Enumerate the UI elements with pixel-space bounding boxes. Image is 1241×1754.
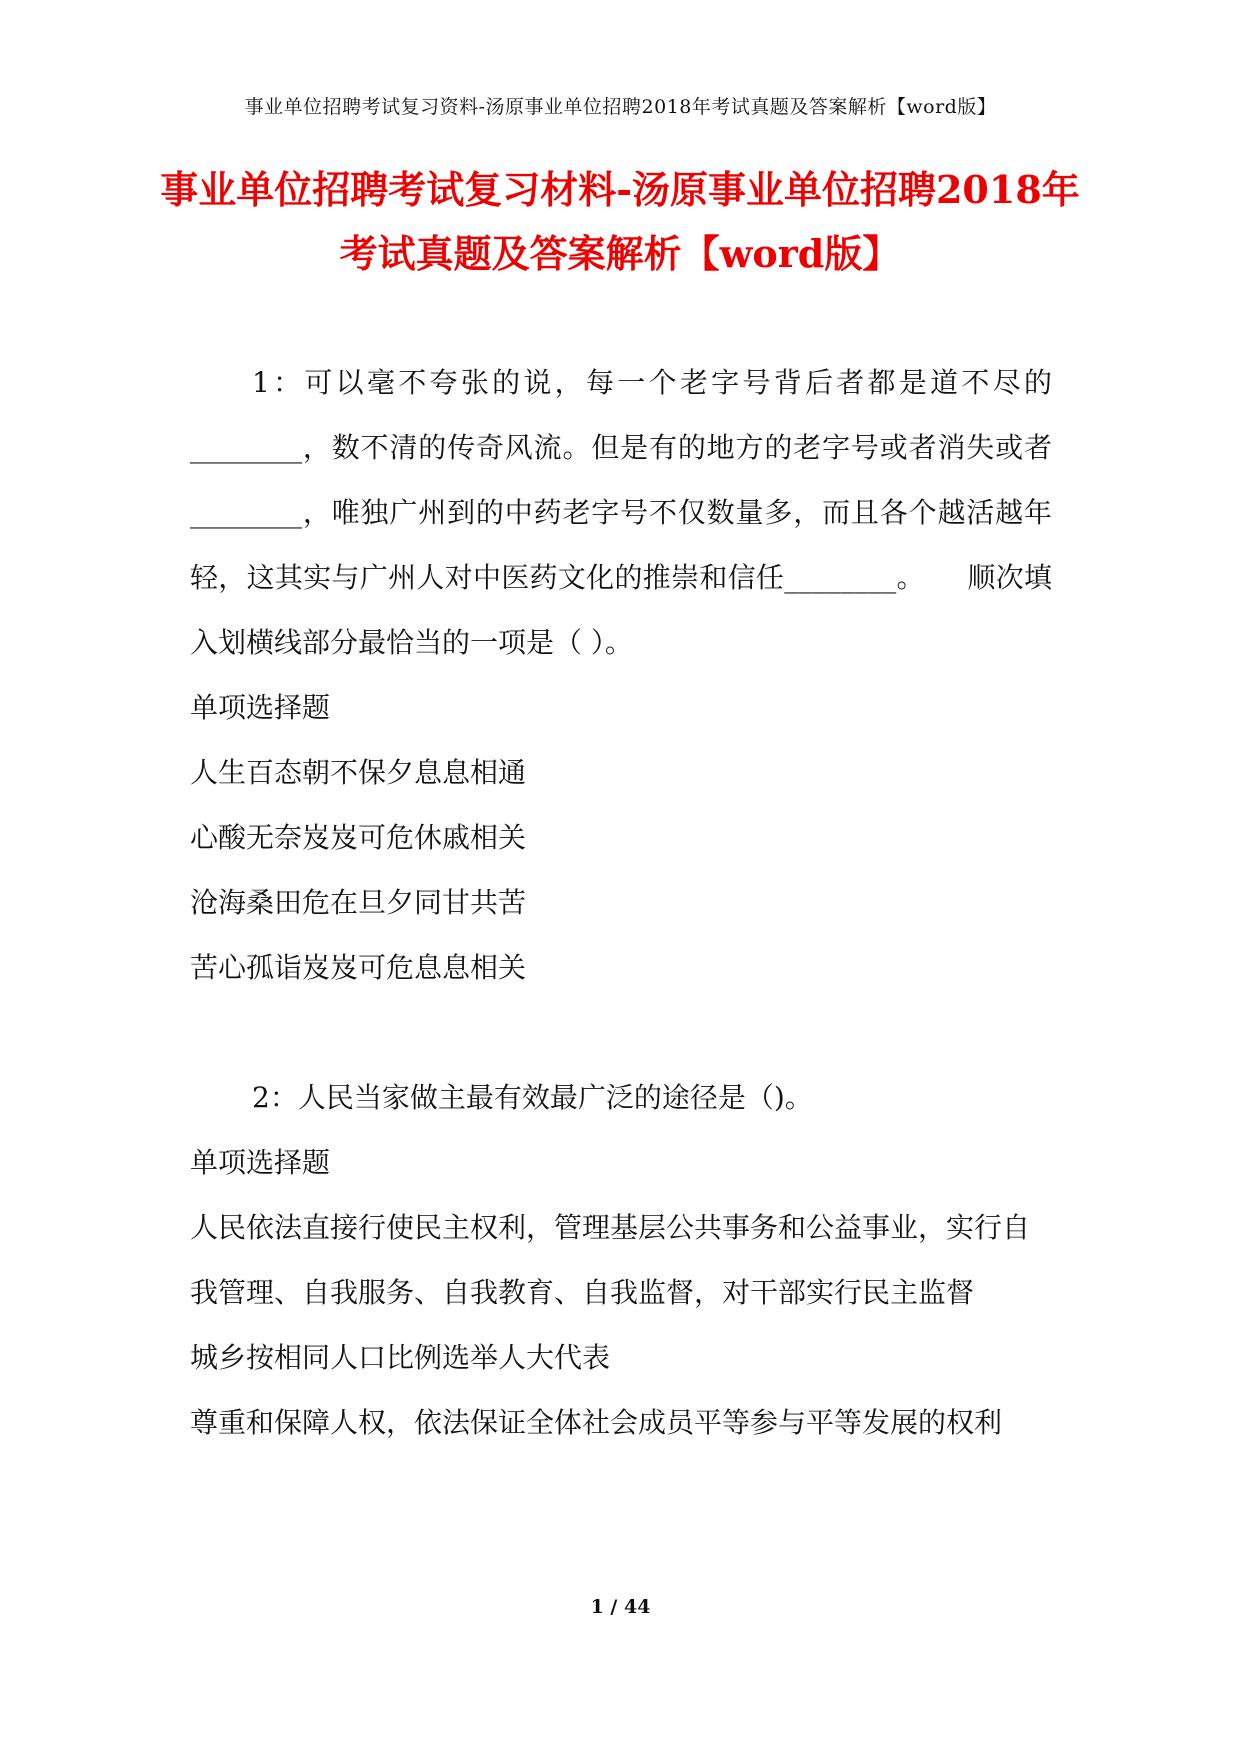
question-2 [190, 1065, 1052, 1455]
document-title: 事业单位招聘考试复习材料-汤原事业单位招聘2018年考试真题及答案解析【word版】 [160, 167, 1080, 276]
option-2: 城乡按相同人口比例选举人大代表 [190, 1341, 611, 1374]
option-3: 尊重和保障人权，依法保证全体社会成员平等参与平等发展的权利 [190, 1406, 1003, 1439]
page-header: 事业单位招聘考试复习资料-汤原事业单位招聘2018年考试真题及答案解析【word版】 [244, 96, 997, 118]
question-text: 2：人民当家做主最有效最广泛的途径是（)。 [252, 1081, 813, 1114]
question-1 [190, 350, 1052, 1000]
option-3: 沧海桑田危在旦夕同甘共苦 [190, 886, 527, 919]
page-number: 1 / 44 [590, 1596, 651, 1618]
question-type: 单项选择题 [190, 691, 331, 724]
option-1: 人民依法直接行使民主权利，管理基层公共事务和公益事业，实行自我管理、自我服务、自我教育、自我监督，对干部实行民主监督 [190, 1211, 1031, 1309]
option-1: 人生百态朝不保夕息息相通 [190, 756, 527, 789]
question-text: 1：可以毫不夸张的说，每一个老字号背后者都是道不尽的________，数不清的传奇风流。但是有的地方的老字号或者消失或者________，唯独广州到的中药老字号不仅数量多，而且各个越活越年轻，这其实与广州人对中医药文化的推崇和信任________。 顺次填入划横线部分最恰当的一项是（ ）。 [190, 366, 1052, 659]
option-4: 苦心孤诣岌岌可危息息相关 [190, 951, 527, 984]
question-type: 单项选择题 [190, 1146, 331, 1179]
question-spacer [190, 1000, 1052, 1065]
document-body [190, 350, 1052, 1455]
option-2: 心酸无奈岌岌可危休戚相关 [190, 821, 527, 854]
